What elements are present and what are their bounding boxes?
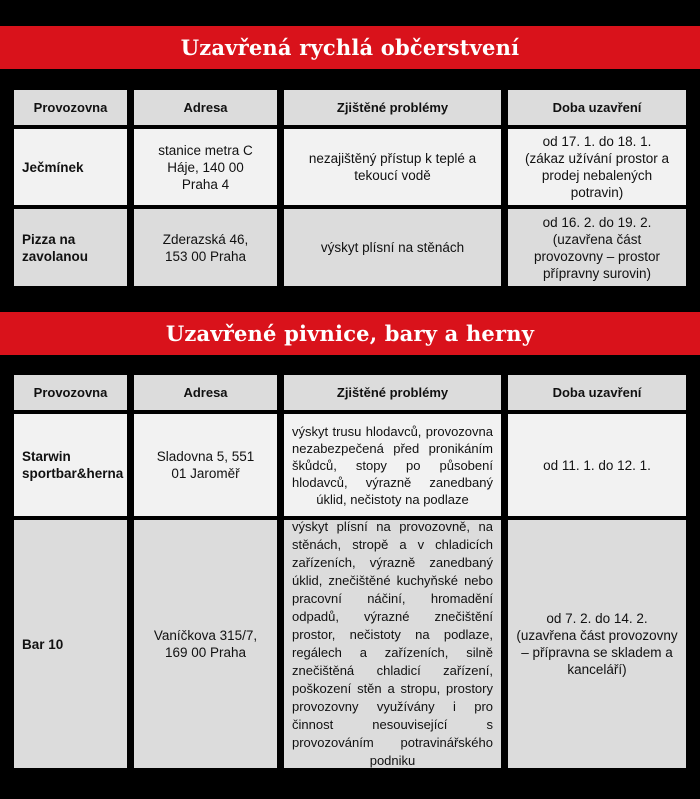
section-title-fast-food: Uzavřená rychlá občerstvení <box>0 26 700 69</box>
header-address: Adresa <box>134 90 277 125</box>
header-establishment: Provozovna <box>14 375 127 410</box>
table-row-address: Zderazská 46, 153 00 Praha <box>134 209 277 286</box>
table-row-address: Vaníčkova 315/7, 169 00 Praha <box>134 520 277 768</box>
table-row-address: stanice metra C Háje, 140 00 Praha 4 <box>134 129 277 205</box>
table-row-closure: od 16. 2. do 19. 2. (uzavřena část provozovny – prostor přípravny surovin) <box>508 209 686 286</box>
header-closure: Doba uzavření <box>508 375 686 410</box>
table-row-problems: výskyt plísní na stěnách <box>284 209 501 286</box>
header-address: Adresa <box>134 375 277 410</box>
table-row-name: Pizza na zavolanou <box>14 209 127 286</box>
table-row-name: Starwin sportbar&herna <box>14 414 127 516</box>
header-problems: Zjištěné problémy <box>284 375 501 410</box>
table-row-closure: od 17. 1. do 18. 1. (zákaz užívání prostor a prodej nebalených potravin) <box>508 129 686 205</box>
table-row-address: Sladovna 5, 551 01 Jaroměř <box>134 414 277 516</box>
table-row-name: Bar 10 <box>14 520 127 768</box>
table-row-problems: výskyt plísní na provozovně, na stěnách, stropě a v chladicích zařízeních, výrazně zanedbaný úklid, znečištěné kuchyňské nebo pracovní náčiní, hromadění odpadů, výrazné znečištění prostor, nečistoty na podlaze, regálech a zařízeních, silně znečištěná chladicí zařízení, poškození stěn a stropu, prostory provozovny využívány i pro činnost nesouvisející s provozováním potravinářského podniku <box>284 520 501 768</box>
table-row-problems: nezajištěný přístup k teplé a tekoucí vodě <box>284 129 501 205</box>
header-establishment: Provozovna <box>14 90 127 125</box>
table-row-problems: výskyt trusu hlodavců, provozovna nezabezpečená před pronikáním škůdců, stopy po působení hlodavců, výrazně zanedbaný úklid, nečistoty na podlaze <box>284 414 501 516</box>
header-problems: Zjištěné problémy <box>284 90 501 125</box>
table-row-name: Ječmínek <box>14 129 127 205</box>
table-row-closure: od 7. 2. do 14. 2. (uzavřena část provozovny – přípravna se skladem a kanceláří) <box>508 520 686 768</box>
section-title-pubs: Uzavřené pivnice, bary a herny <box>0 312 700 355</box>
table-row-closure: od 11. 1. do 12. 1. <box>508 414 686 516</box>
header-closure: Doba uzavření <box>508 90 686 125</box>
